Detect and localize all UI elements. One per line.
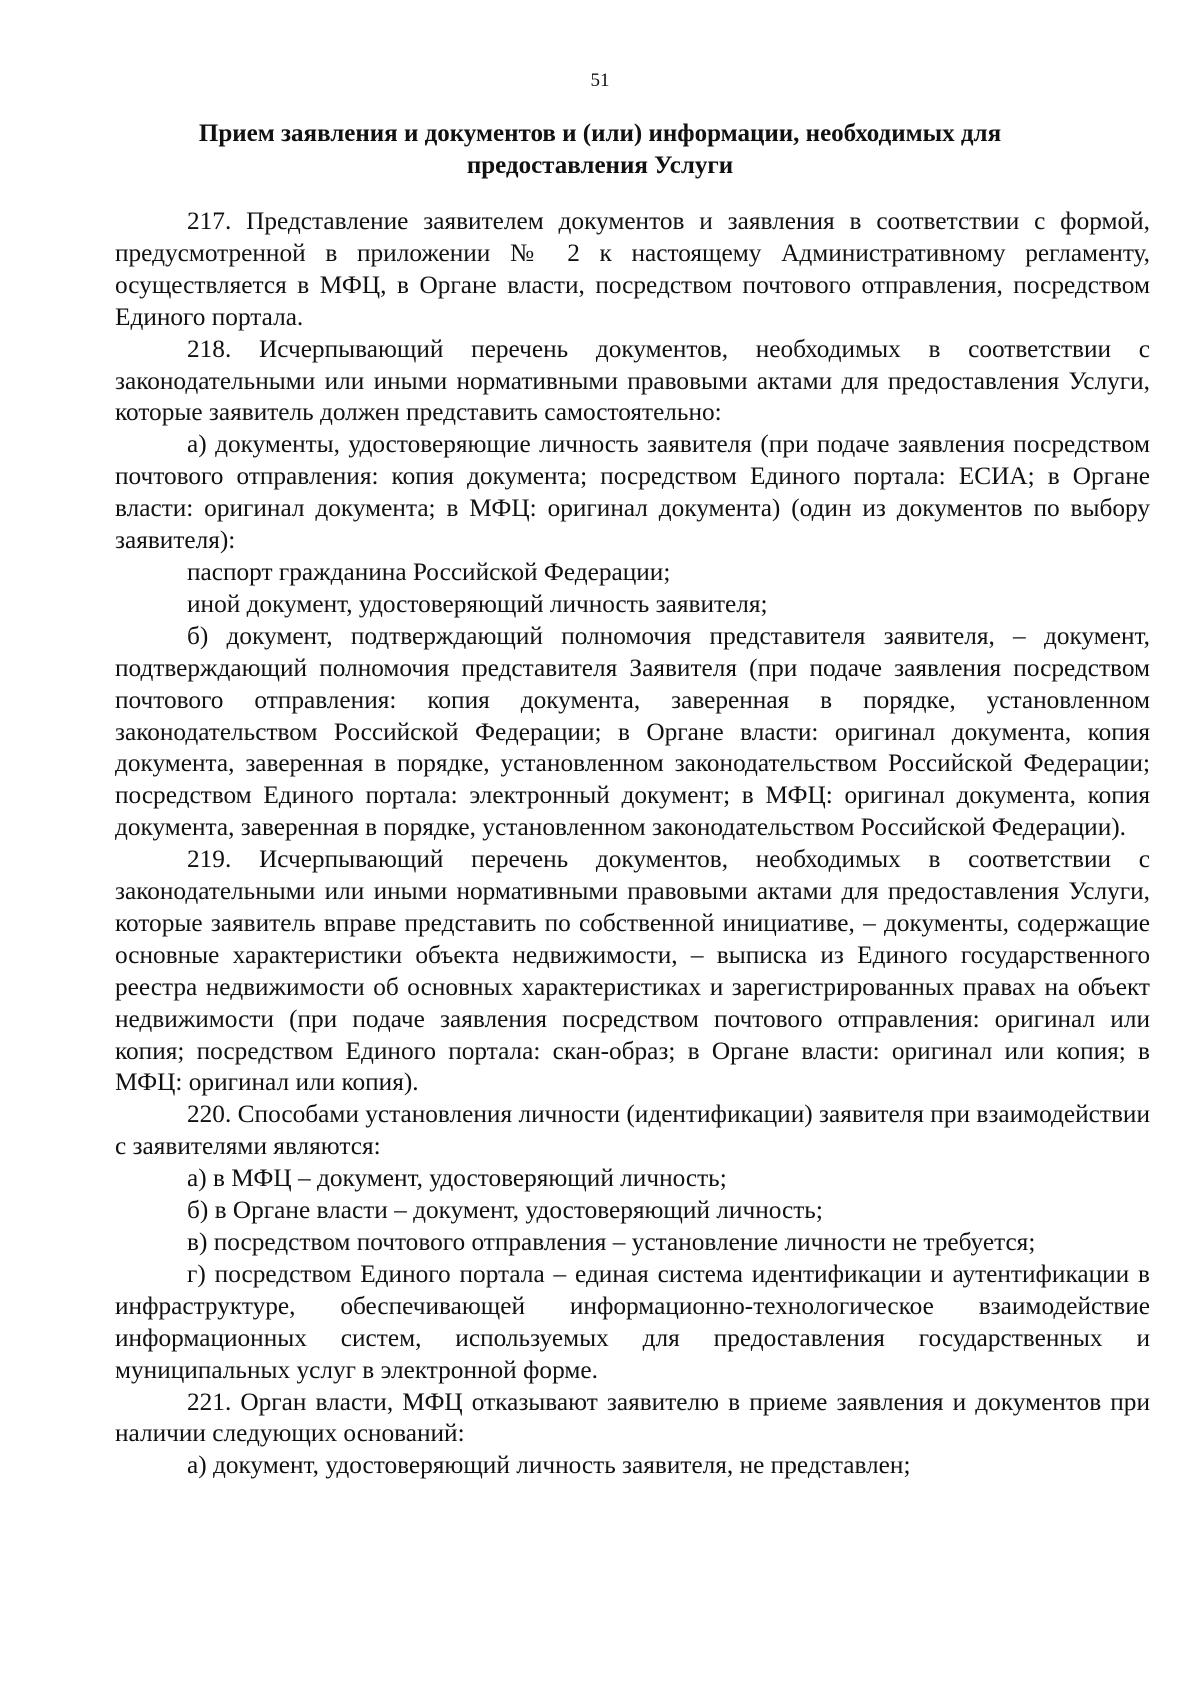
body-text xyxy=(115,206,1150,1482)
section-heading-line-1: Прием заявления и документов и (или) информации, необходимых для xyxy=(198,120,1002,147)
paragraph-221: 221. Орган власти, МФЦ отказывают заявителю в приеме заявления и документов при наличии следующих оснований: xyxy=(115,1387,1150,1448)
paragraph-220-a: а) в МФЦ – документ, удостоверяющий личность; xyxy=(187,1164,727,1193)
paragraph-220-g: г) посредством Единого портала – единая система идентификации и аутентификации в инфраструктуре, обеспечивающей информационно-технологическое взаимодействие информационных систем, используемых для предоставления государственных и муниципальных услуг в электронной форме. xyxy=(115,1259,1150,1384)
section-heading-line-2: предоставления Услуги xyxy=(466,152,734,179)
section-heading xyxy=(140,118,1060,182)
paragraph-217: 217. Представление заявителем документов и заявления в соответствии с формой, предусмотренной в приложении № 2 к настоящему Административному регламенту, осуществляется в МФЦ, в Органе власти, посредством почтового отправления, посредством Единого портала. xyxy=(115,207,1150,331)
list-item-passport: паспорт гражданина Российской Федерации; xyxy=(187,557,671,586)
paragraph-220-v: в) посредством почтового отправления – установление личности не требуется; xyxy=(187,1228,1036,1256)
paragraph-221-a: а) документ, удостоверяющий личность заявителя, не представлен; xyxy=(187,1451,911,1480)
list-item-other-id: иной документ, удостоверяющий личность заявителя; xyxy=(187,589,768,618)
paragraph-218-a: а) документы, удостоверяющие личность заявителя (при подаче заявления посредством почтового отправления: копия документа; посредством Единого портала: ЕСИА; в Органе власти: оригинал документа; в МФЦ: оригинал документа) (один из документов по выбору заявителя): xyxy=(115,430,1150,555)
paragraph-219: 219. Исчерпывающий перечень документов, необходимых в соответствии с законодательными или иными нормативными правовыми актами для предоставления Услуги, которые заявитель вправе представить по собственной инициативе, – документы, содержащие основные характеристики объекта недвижимости, – выписка из Единого государственного реестра недвижимости об основных характеристиках и зарегистрированных правах на объект недвижимости (при подаче заявления посредством почтового отправления: оригинал или копия; посредством Единого портала: скан-образ; в Органе власти: оригинал или копия; в МФЦ: оригинал или копия). xyxy=(115,845,1150,1097)
paragraph-220: 220. Способами установления личности (идентификации) заявителя при взаимодействии с заявителями являются: xyxy=(115,1100,1150,1161)
paragraph-220-b: б) в Органе власти – документ, удостоверяющий личность; xyxy=(187,1196,823,1225)
paragraph-218-b: б) документ, подтверждающий полномочия представителя заявителя, – документ, подтверждающий полномочия представителя Заявителя (при подаче заявления посредством почтового отправления: копия документа, заверенная в порядке, установленном законодательством Российской Федерации; в Органе власти: оригинал документа, копия документа, заверенная в порядке, установленном законодательством Российской Федерации; посредством Единого портала: электронный документ; в МФЦ: оригинал документа, копия документа, заверенная в порядке, установленном законодательством Российской Федерации). xyxy=(115,621,1150,842)
paragraph-218: 218. Исчерпывающий перечень документов, необходимых в соответствии с законодательными или иными нормативными правовыми актами для предоставления Услуги, которые заявитель должен представить самостоятельно: xyxy=(115,334,1150,427)
page-number: 51 xyxy=(590,70,610,91)
